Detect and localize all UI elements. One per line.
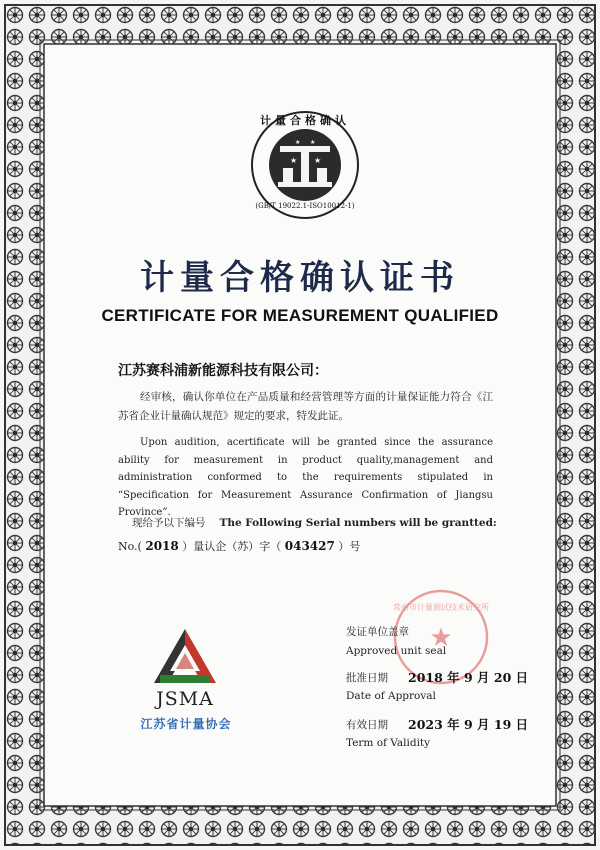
stamp-text: 常州市计量测试技术研究所 [393, 603, 489, 612]
company-name: 江苏赛科浦新能源科技有限公司： [118, 363, 328, 379]
logo-acronym: JSMA [156, 688, 214, 710]
svg-text:★: ★ [429, 623, 453, 652]
seal-bottom-text: (GB/T 19022.1-ISO10012-1) [255, 202, 355, 210]
serial-intro [132, 515, 497, 530]
serial-number: 043427 [284, 539, 335, 553]
paragraph-chinese: 经审核，确认你单位在产品质量和经营管理等方面的计量保证能力符合《江苏省企业计量确认规范》规定的要求，特发此证。 [118, 391, 493, 422]
paragraph-english: Upon audition, acertificate will be granted since the assurance ability for measurement in product quality,management and administration conformed to the requirements stipulated in “Specification for Measurement Assurance Confirmation of Jiangsu Province”. [118, 437, 493, 518]
serial-intro-chinese: 现给予以下编号 [132, 517, 206, 529]
validity-date: 2023 年 9 月 19 日 [408, 717, 529, 732]
association-name: 江苏省计量协会 [140, 717, 232, 731]
serial-number-line [118, 538, 360, 554]
validity-label-chinese: 有效日期 [346, 719, 388, 731]
seal-label-chinese: 发证单位盖章 [346, 626, 409, 638]
approval-label-chinese: 批准日期 [346, 672, 388, 684]
jsma-logo-icon [150, 625, 220, 687]
validity-label-english: Term of Validity [346, 737, 431, 749]
approval-date: 2018 年 9 月 20 日 [408, 670, 529, 685]
svg-text:★: ★ [295, 140, 301, 146]
serial-suffix: ）号 [338, 540, 361, 553]
serial-year: 2018 [145, 539, 179, 553]
serial-middle: ）量认企（苏）字（ [182, 540, 282, 553]
certificate-title-english: CERTIFICATE FOR MEASUREMENT QUALIFIED [101, 306, 499, 325]
certificate-title-chinese: 计量合格确认证书 [140, 258, 460, 298]
svg-text:★: ★ [290, 156, 298, 165]
seal-top-text: 计量合格确认 [260, 114, 350, 127]
serial-no-prefix: No.( [118, 540, 142, 553]
svg-text:★: ★ [314, 156, 322, 165]
seal-label-english: Approved unit seal [346, 645, 447, 657]
approval-label-english: Date of Approval [346, 690, 436, 702]
svg-text:★: ★ [310, 140, 316, 146]
serial-intro-english: The Following Serial numbers will be grantted: [219, 517, 497, 529]
